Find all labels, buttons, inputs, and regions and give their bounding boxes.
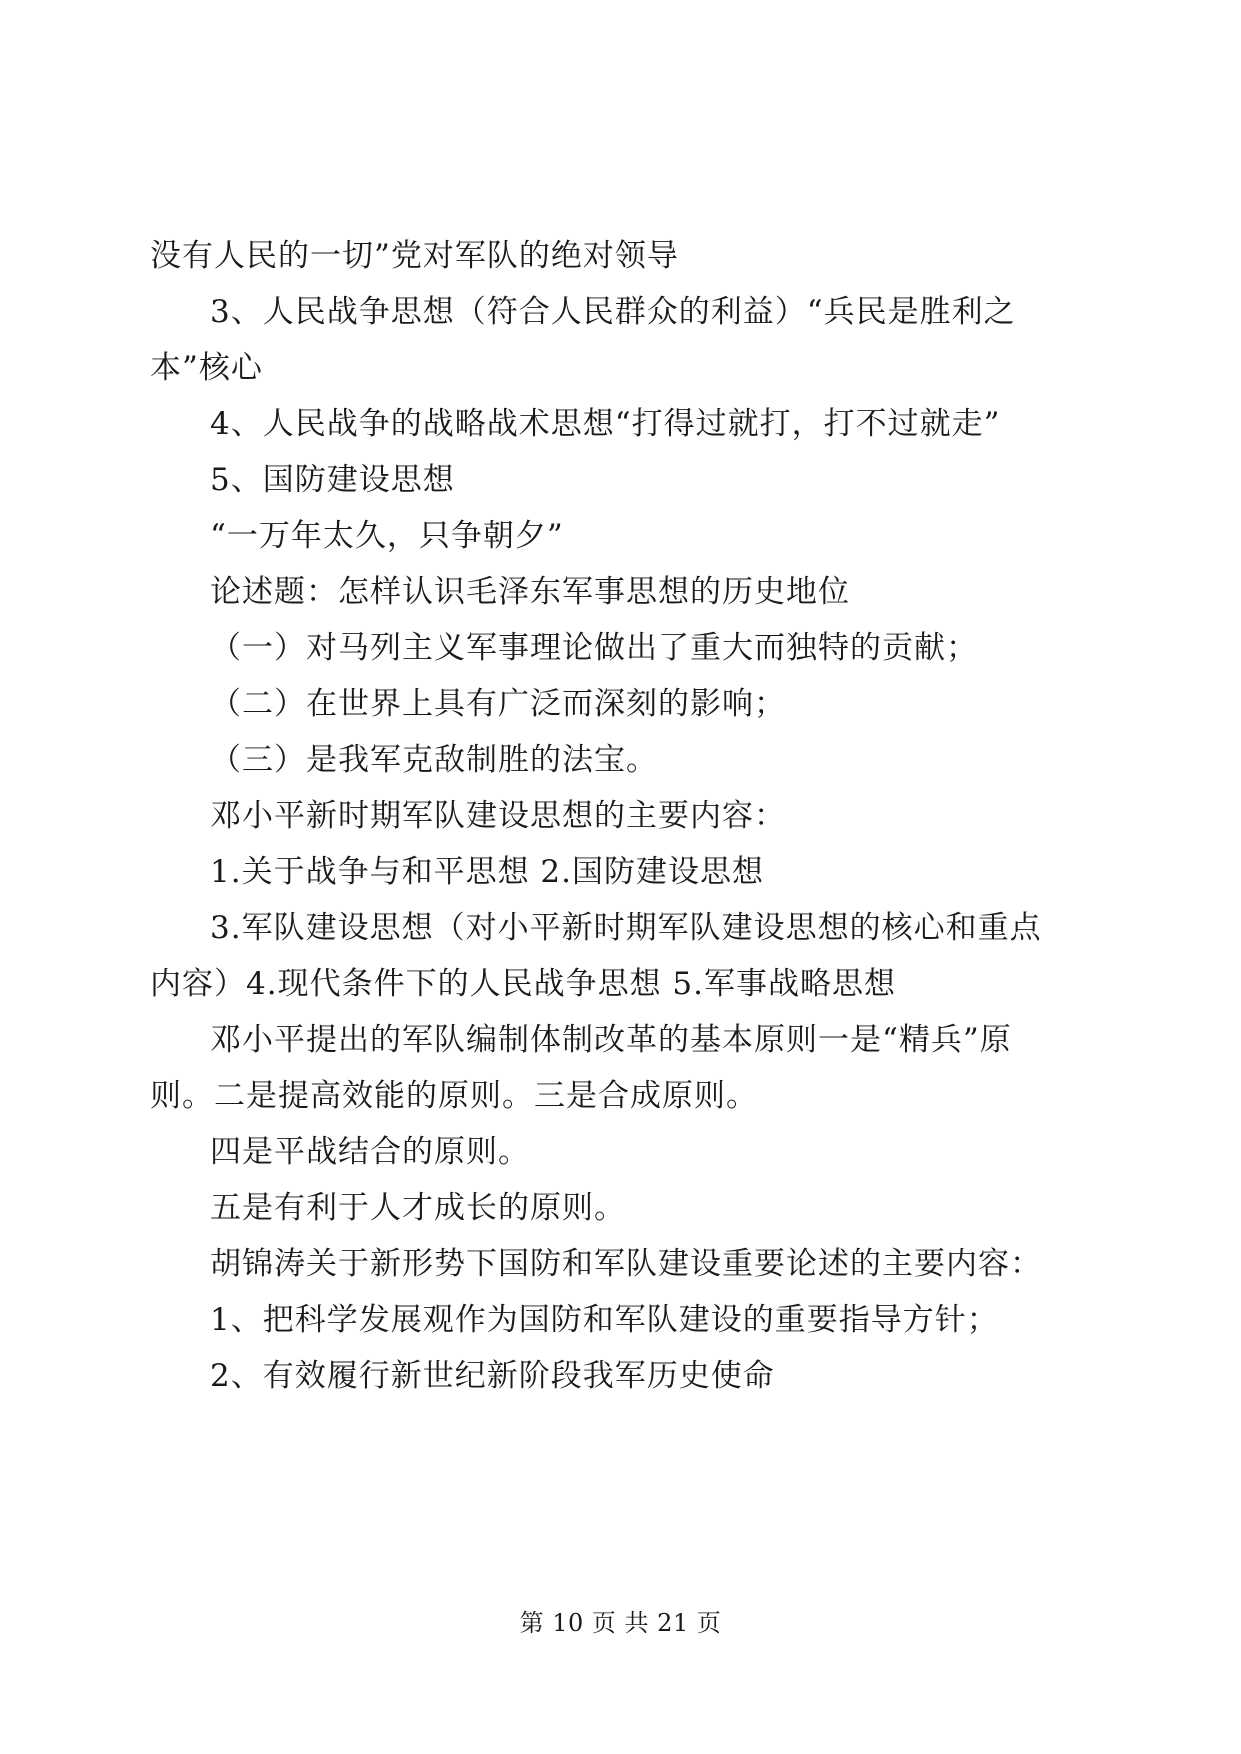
page-number-footer: 第 10 页 共 21 页 bbox=[519, 1609, 722, 1637]
text-line-5: 5、国防建设思想 bbox=[210, 462, 455, 498]
text-line-13: 3.军队建设思想（对小平新时期军队建设思想的核心和重点 bbox=[210, 910, 1042, 946]
text-line-18: 五是有利于人才成长的原则。 bbox=[210, 1190, 626, 1226]
text-line-8: （一）对马列主义军事理论做出了重大而独特的贡献； bbox=[210, 630, 978, 666]
text-line-16: 则。二是提高效能的原则。三是合成原则。 bbox=[150, 1078, 758, 1114]
text-line-14: 内容）4.现代条件下的人民战争思想 5.军事战略思想 bbox=[150, 966, 897, 1002]
text-line-17: 四是平战结合的原则。 bbox=[210, 1134, 530, 1170]
text-line-10: （三）是我军克敌制胜的法宝。 bbox=[210, 742, 658, 778]
text-line-1: 没有人民的一切”党对军队的绝对领导 bbox=[150, 238, 679, 274]
text-line-15: 邓小平提出的军队编制体制改革的基本原则一是“精兵”原 bbox=[210, 1022, 1012, 1058]
text-line-3: 本”核心 bbox=[150, 350, 263, 386]
text-line-7: 论述题：怎样认识毛泽东军事思想的历史地位 bbox=[210, 574, 850, 610]
text-line-20: 1、把科学发展观作为国防和军队建设的重要指导方针； bbox=[210, 1302, 999, 1338]
text-line-19: 胡锦涛关于新形势下国防和军队建设重要论述的主要内容： bbox=[210, 1246, 1042, 1282]
text-line-4: 4、人民战争的战略战术思想“打得过就打，打不过就走” bbox=[210, 406, 1001, 442]
text-line-2: 3、人民战争思想（符合人民群众的利益）“兵民是胜利之 bbox=[210, 294, 1016, 330]
text-line-11: 邓小平新时期军队建设思想的主要内容： bbox=[210, 798, 786, 834]
text-line-9: （二）在世界上具有广泛而深刻的影响； bbox=[210, 686, 786, 722]
text-line-21: 2、有效履行新世纪新阶段我军历史使命 bbox=[210, 1358, 775, 1394]
text-line-6: “一万年太久，只争朝夕” bbox=[210, 518, 564, 554]
text-line-12: 1.关于战争与和平思想 2.国防建设思想 bbox=[210, 854, 765, 890]
